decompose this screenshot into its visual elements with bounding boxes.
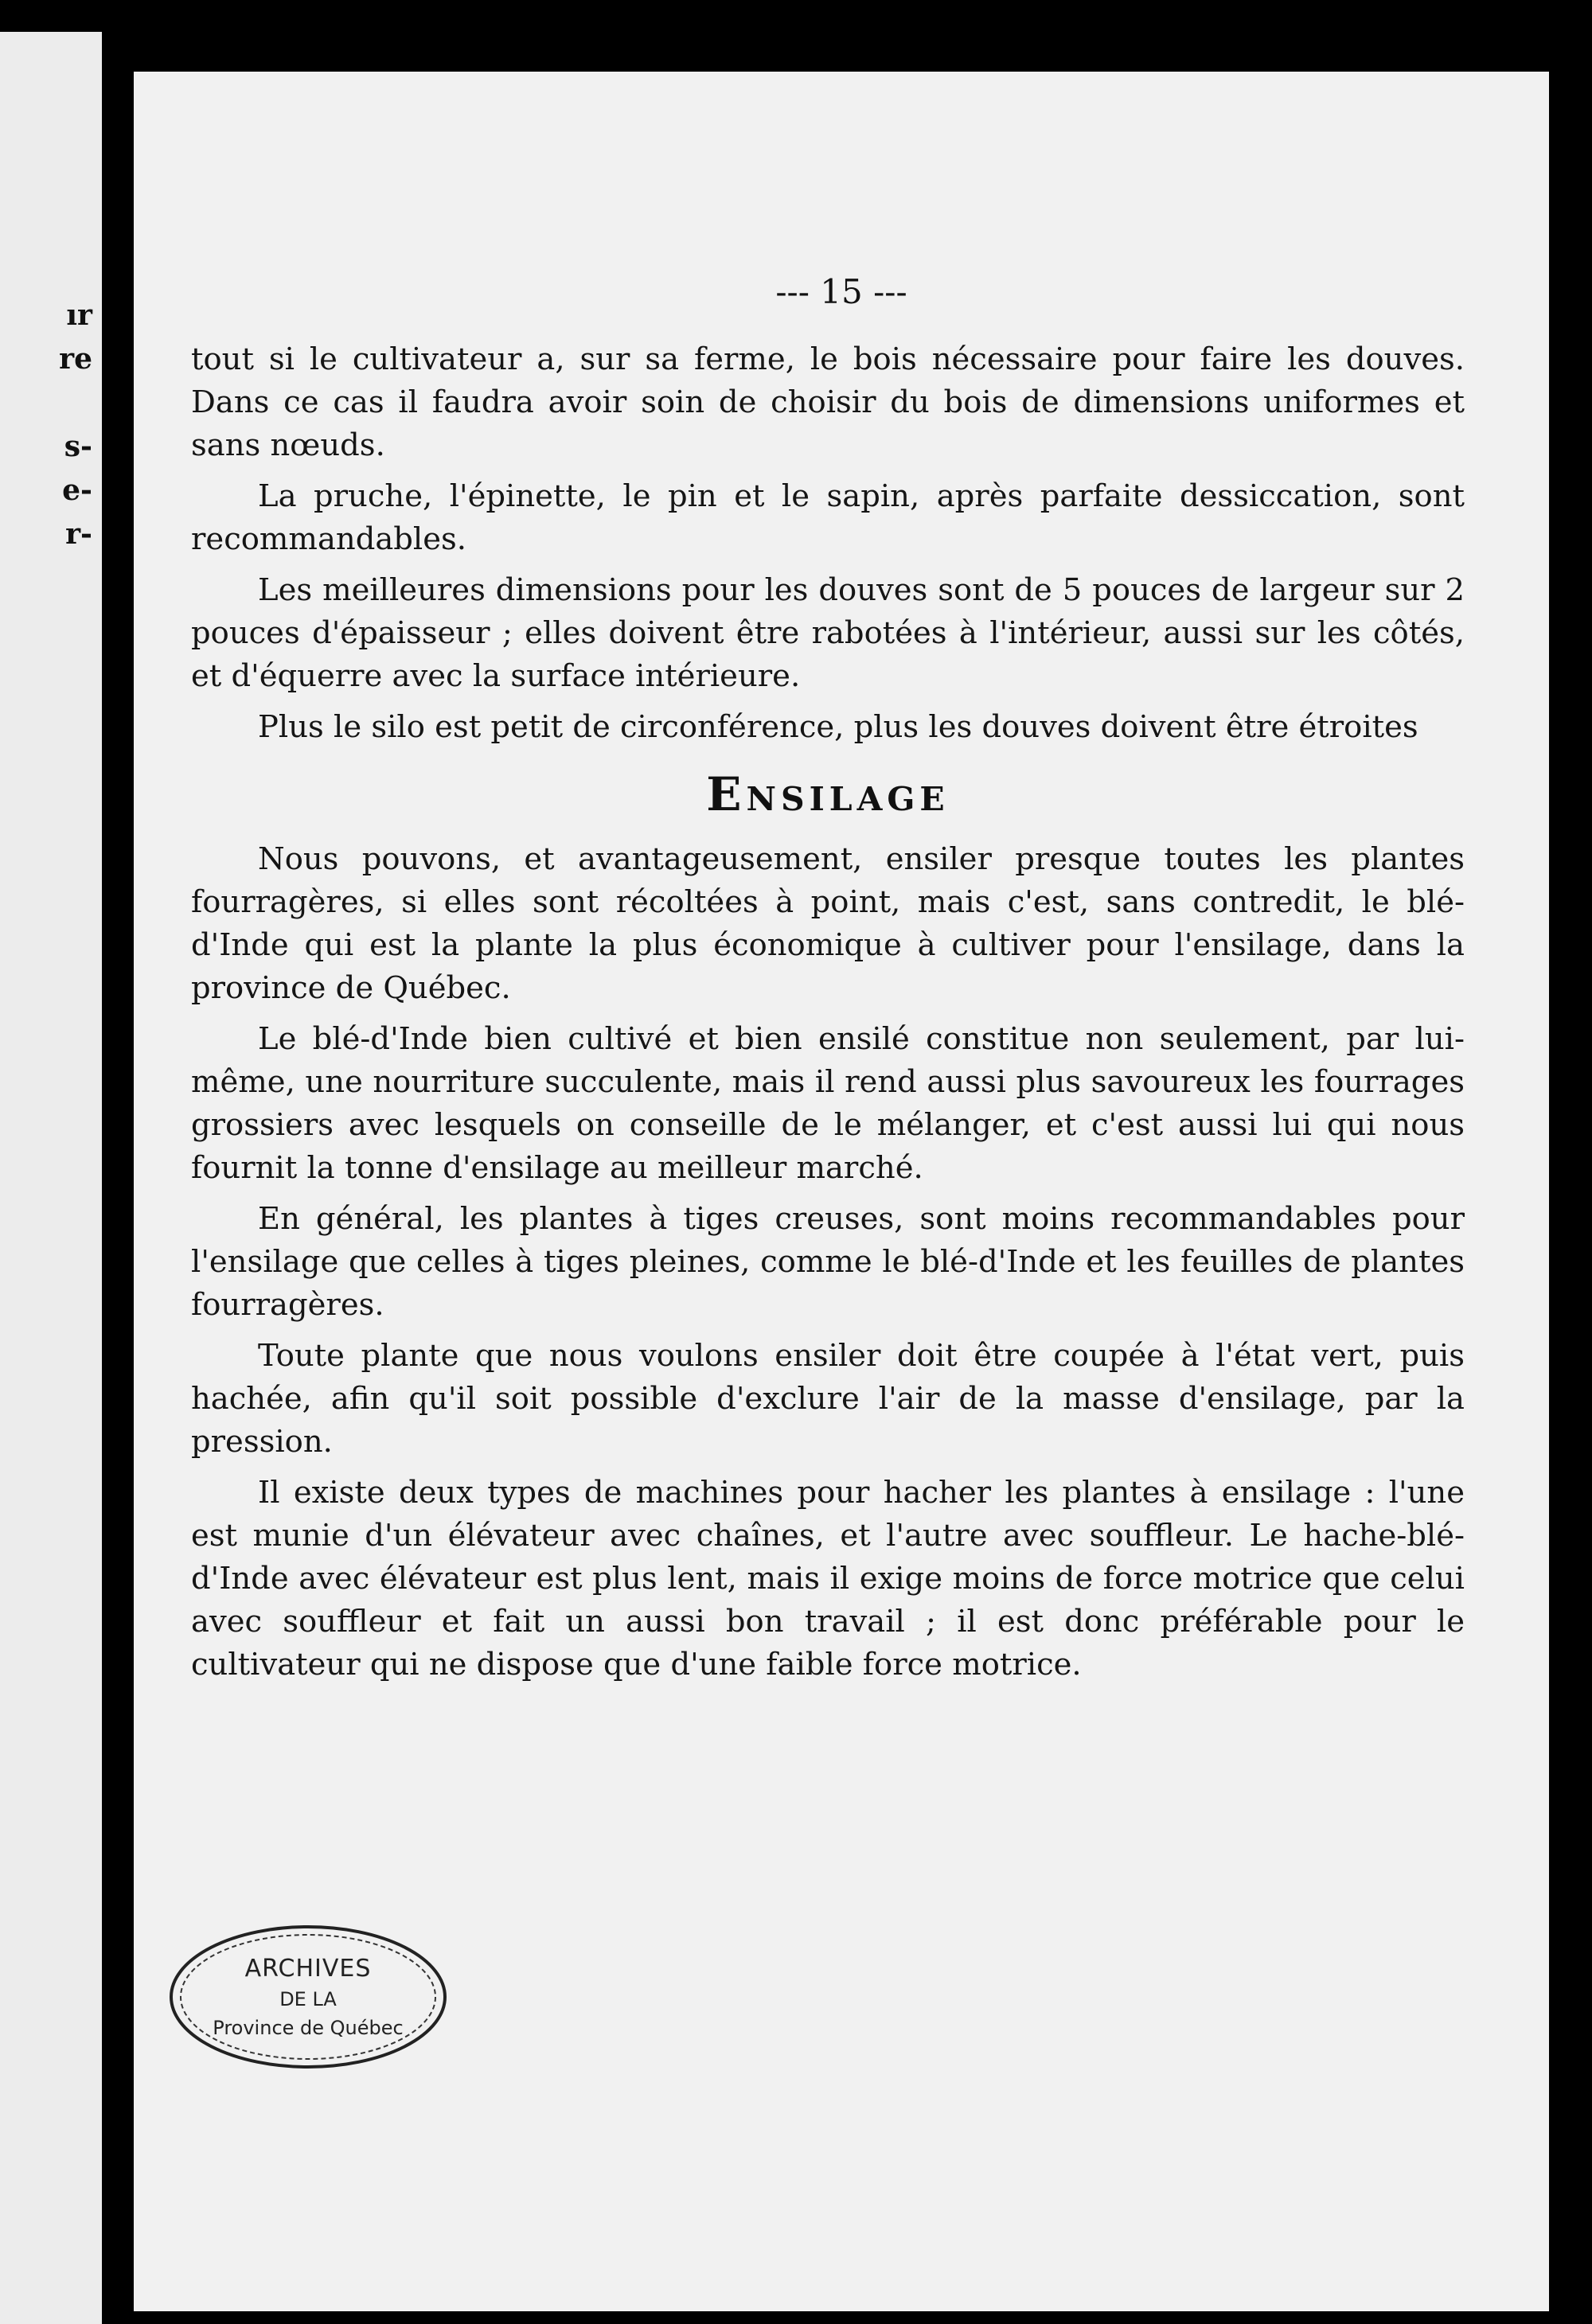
page-border-top [127, 65, 1559, 72]
paragraph: En général, les plantes à tiges creuses, sont moins recommandables pour l'ensilage que celles à tiges pleines, comme le blé-d'Inde et les feuilles de plantes fourragères. [191, 1201, 1465, 1323]
page-body [191, 338, 1465, 1694]
paragraph: La pruche, l'épinette, le pin et le sapin, après parfaite dessiccation, sont recommandables. [191, 478, 1465, 557]
prev-fragment: re [59, 342, 92, 376]
paragraph: Il existe deux types de machines pour hacher les plantes à ensilage : l'une est munie d'un élévateur avec chaînes, et l'autre avec souffleur. Le hache-blé-d'Inde avec élévateur est plus lent, mais il exige moins de force motrice que celui avec souffleur et fait un aussi bon travail ; il est donc préférable pour le cultivateur qui ne dispose que d'une faible force motrice. [191, 1475, 1465, 1683]
paragraph: Le blé-d'Inde bien cultivé et bien ensilé constitue non seulement, par lui-même, une nourriture succulente, mais il rend aussi plus savoureux les fourrages grossiers avec lesquels on conseille de le mélanger, et c'est aussi lui qui nous fournit la tonne d'ensilage au meilleur marché. [191, 1021, 1465, 1186]
paragraph: Toute plante que nous voulons ensiler doit être coupée à l'état vert, puis hachée, afin qu'il soit possible d'exclure l'air de la masse d'ensilage, par la pression. [191, 1338, 1465, 1460]
stamp-text: Province de Québec [213, 2017, 404, 2039]
paragraph: Nous pouvons, et avantageusement, ensiler presque toutes les plantes fourragères, si elles sont récoltées à point, mais c'est, sans contredit, le blé-d'Inde qui est la plante la plus économique à cultiver pour l'ensilage, dans la province de Québec. [191, 841, 1465, 1006]
paragraph: tout si le cultivateur a, sur sa ferme, le bois nécessaire pour faire les douves. Dans ce cas il faudra avoir soin de choisir du bois de dimensions uniformes et sans nœuds. [191, 341, 1465, 463]
stamp-text: ARCHIVES [244, 1955, 372, 1983]
paragraph: Les meilleures dimensions pour les douves sont de 5 pouces de largeur sur 2 pouces d'épaisseur ; elles doivent être rabotées à l'intérieur, aussi sur les côtés, et d'équerre avec la surface intérieure. [191, 572, 1465, 694]
prev-fragment: r- [65, 517, 92, 551]
prev-fragment: e- [62, 474, 92, 507]
archives-stamp [165, 1921, 451, 2072]
previous-page-edge [0, 32, 102, 2324]
paragraph: Plus le silo est petit de circonférence, plus les douves doivent être étroites [258, 709, 1418, 745]
page-border-right [1549, 65, 1559, 2311]
page-number: --- 15 --- [775, 272, 907, 311]
stamp-text: DE LA [279, 1988, 337, 2010]
prev-fragment: s- [64, 430, 92, 463]
section-heading: Ensilage [706, 767, 950, 821]
prev-fragment: ır [66, 298, 92, 332]
page-border-left [127, 65, 134, 2311]
